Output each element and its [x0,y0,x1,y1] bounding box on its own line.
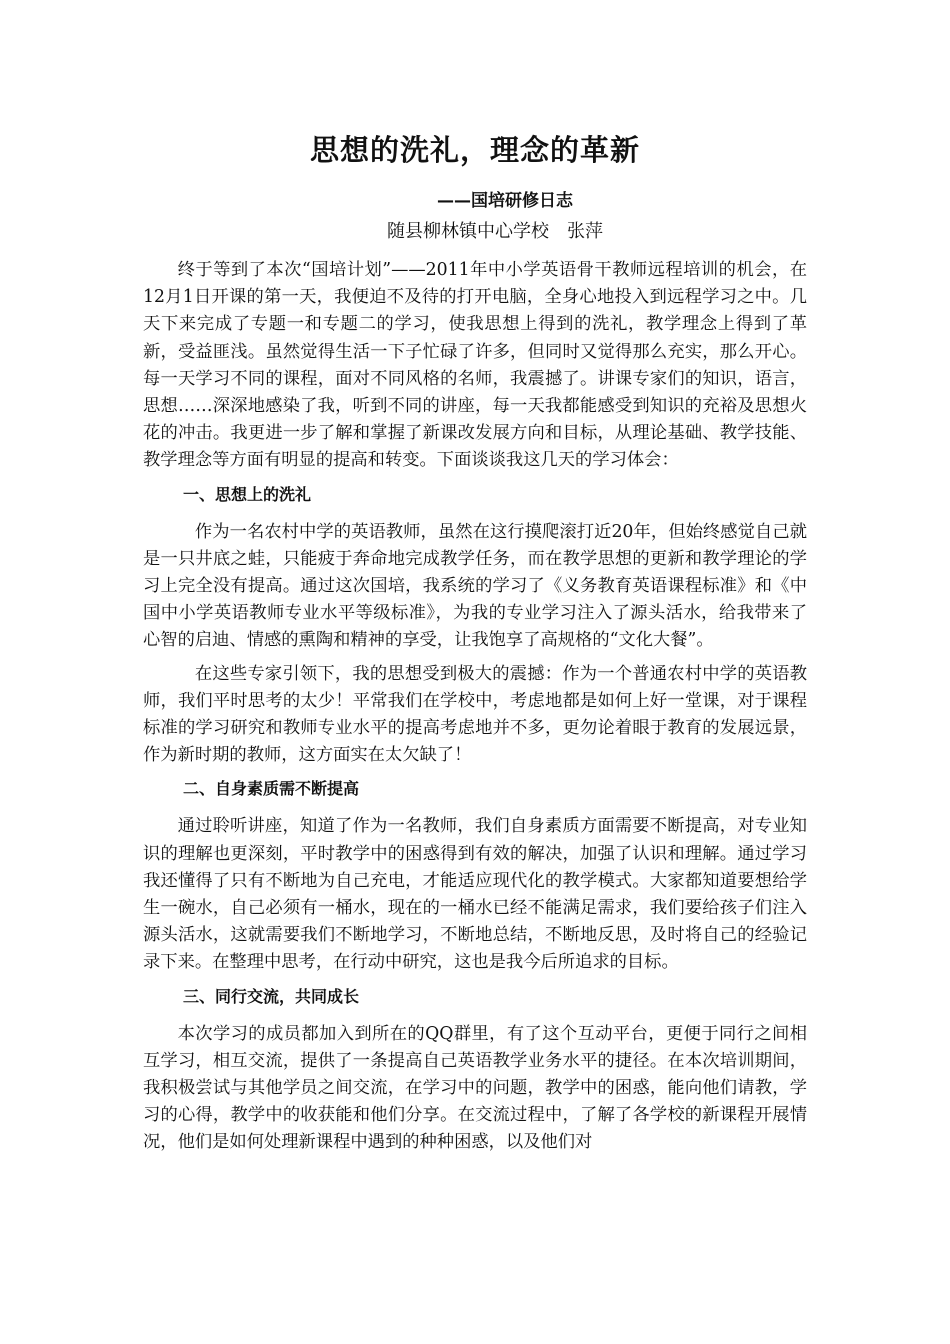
section1-paragraph-2: 在这些专家引领下，我的思想受到极大的震撼：作为一个普通农村中学的英语教师，我们平时思考的太少！平常我们在学校中，考虑地都是如何上好一堂课，对于课程标准的学习研究和教师专业水平的提高考虑地并不多，更勿论着眼于教育的发展远景，作为新时期的教师，这方面实在太欠缺了！ [143,663,807,766]
section-heading-3: 三、同行交流，共同成长 [183,986,360,1006]
author-line: 随县柳林镇中心学校 张萍 [387,221,603,242]
section-heading-1: 一、思想上的洗礼 [183,484,312,504]
page-subtitle: ——国培研修日志 [437,191,573,211]
section-heading-2: 二、自身素质需不断提高 [183,779,360,799]
section1-paragraph-1: 作为一名农村中学的英语教师，虽然在这行摸爬滚打近20年，但始终感觉自己就是一只井底之蛙，只能疲于奔命地完成教学任务，而在教学思想的更新和教学理论的学习上完全没有提高。通过这次国培，我系统的学习了《义务教育英语课程标准》和《中国中小学英语教师专业水平等级标准》，为我的专业学习注入了源头活水，给我带来了心智的启迪、情感的熏陶和精神的享受，让我饱享了高规格的“文化大餐”。 [143,521,807,651]
document-body [143,257,807,1163]
section3-paragraph-1: 本次学习的成员都加入到所在的QQ群里，有了这个互动平台，更便于同行之间相互学习，相互交流，提供了一条提高自己英语教学业务水平的捷径。在本次培训期间，我积极尝试与其他学员之间交流，在学习中的问题，教学中的困惑，能向他们请教，学习的心得，教学中的收获能和他们分享。在交流过程中，了解了各学校的新课程开展情况，他们是如何处理新课程中遇到的种种困惑，以及他们对 [143,1023,807,1153]
section2-paragraph-1: 通过聆听讲座，知道了作为一名教师，我们自身素质方面需要不断提高，对专业知识的理解也更深刻，平时教学中的困惑得到有效的解决，加强了认识和理解。通过学习我还懂得了只有不断地为自己充电，才能适应现代化的教学模式。大家都知道要想给学生一碗水，自己必须有一桶水，现在的一桶水已经不能满足需求，我们要给孩子们注入源头活水，这就需要我们不断地学习，不断地总结，不断地反思，及时将自己的经验记录下来。在整理中思考，在行动中研究，这也是我今后所追求的目标。 [143,816,807,973]
page-title: 思想的洗礼，理念的革新 [309,133,640,167]
intro-paragraph: 终于等到了本次“国培计划”——2011年中小学英语骨干教师远程培训的机会，在12月1日开课的第一天，我便迫不及待的打开电脑，全身心地投入到远程学习之中。几天下来完成了专题一和专题二的学习，使我思想上得到的洗礼，教学理念上得到了革新，受益匪浅。虽然觉得生活一下子忙碌了许多，但同时又觉得那么充实，那么开心。每一天学习不同的课程，面对不同风格的名师，我震撼了。讲课专家们的知识，语言，思想……深深地感染了我，听到不同的讲座，每一天我都能感受到知识的充裕及思想火花的冲击。我更进一步了解和掌握了新课改发展方向和目标，从理论基础、教学技能、教学理念等方面有明显的提高和转变。下面谈谈我这几天的学习体会： [143,260,807,471]
